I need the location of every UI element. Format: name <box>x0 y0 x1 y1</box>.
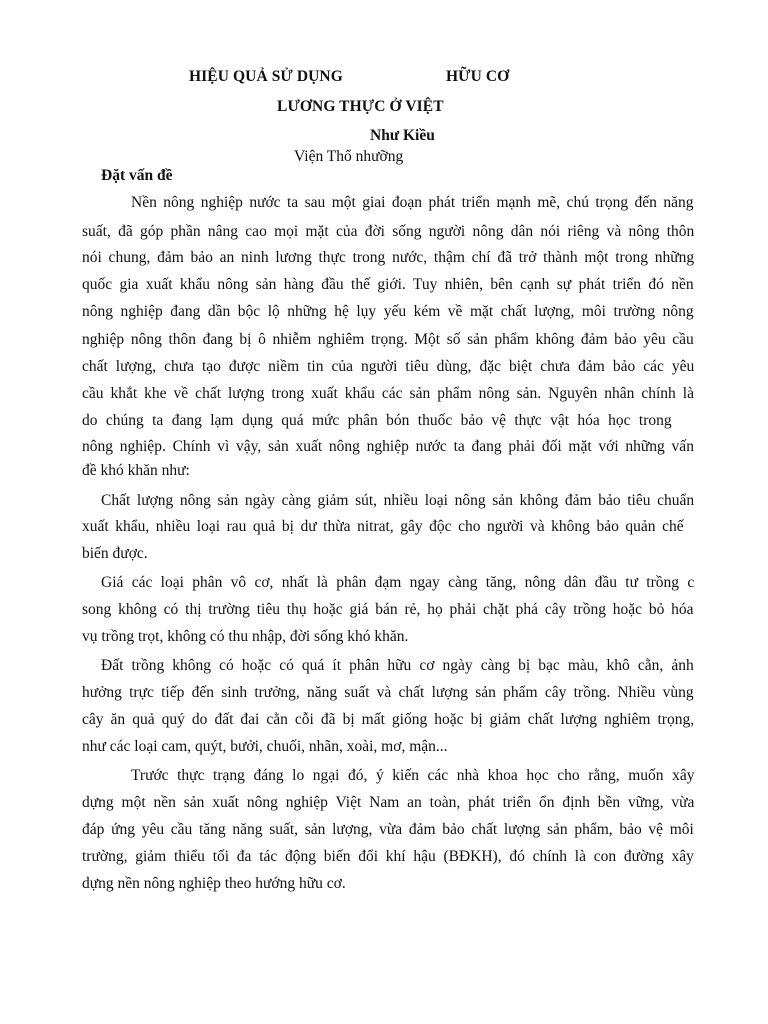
body-line: đề khó khăn như: <box>82 462 190 479</box>
body-line: dựng nền nông nghiệp theo hướng hữu cơ. <box>82 875 346 892</box>
body-line: do chúng ta đang lạm dụng quá mức phân bón thuốc bảo vệ thực vật hóa học trong <box>82 412 672 429</box>
body-line: vụ trồng trọt, không có thu nhập, đời sống khó khăn. <box>82 628 409 645</box>
title-line-2: LƯƠNG THỰC Ở VIỆT <box>277 98 444 115</box>
body-line: nói chung, đảm bảo an ninh lương thực trong nước, thậm chí đã trở thành một trong những <box>82 249 695 266</box>
body-line: xuất khẩu, nhiều loại rau quả bị dư thừa nitrat, gây độc cho người và không bảo quản chế <box>82 518 684 535</box>
body-line: đáp ứng yêu cầu tăng năng suất, sản lượng, vừa đảm bảo chất lượng sản phẩm, bảo vệ môi <box>82 821 694 838</box>
body-line: Trước thực trạng đáng lo ngại đó, ý kiến các nhà khoa học cho rằng, muốn xây <box>131 767 695 784</box>
body-line: dựng một nền sản xuất nông nghiệp Việt Nam an toàn, phát triển ổn định bền vững, vừa <box>82 794 695 811</box>
affiliation: Viện Thổ nhưỡng <box>294 148 404 165</box>
body-line: cây ăn quả quý do đất đai cằn cỗi đã bị mất giống hoặc bị giảm chất lượng nghiêm trọng, <box>82 711 695 728</box>
body-line: biến được. <box>82 545 148 562</box>
body-line: song không có thị trường tiêu thụ hoặc giá bán rẻ, họ phải chặt phá cây trồng hoặc bỏ hóa <box>82 601 694 618</box>
author-name: Như Kiều <box>370 127 435 144</box>
body-line: nông nghiệp đang dần bộc lộ những hệ lụy yếu kém về mặt chất lượng, môi trường nông <box>82 303 694 320</box>
body-line: trường, giảm thiểu tối đa tác động biến đổi khí hậu (BĐKH), đó chính là con đường xây <box>82 848 694 865</box>
body-line: quốc gia xuất khẩu nông sản hàng đầu thế giới. Tuy nhiên, bên cạnh sự phát triển đó nền <box>82 276 694 293</box>
body-line: nghiệp nông thôn đang bị ô nhiễm nghiêm trọng. Một số sản phẩm không đảm bảo yêu cầu <box>82 331 694 348</box>
section-heading: Đặt vấn đề <box>101 167 173 184</box>
body-line: suất, đã góp phần nâng cao mọi mặt của đời sống người nông dân nói riêng và nông thôn <box>82 223 695 240</box>
title-line-1-part-2: HỮU CƠ <box>446 68 510 85</box>
body-line: Chất lượng nông sản ngày càng giảm sút, nhiều loại nông sản không đảm bảo tiêu chuẩn <box>101 492 695 509</box>
body-line: hưởng trực tiếp đến sinh trưởng, năng suất và chất lượng sản phẩm cây trồng. Nhiều vùng <box>82 684 694 701</box>
title-line-1-part-1: HIỆU QUẢ SỬ DỤNG <box>189 68 343 85</box>
body-line: cầu khắt khe về chất lượng trong xuất khẩu các sản phẩm nông sản. Nguyên nhân chính là <box>82 385 694 402</box>
body-line: Đất trồng không có hoặc có quá ít phân hữu cơ ngày càng bị bạc màu, khô cằn, ảnh <box>101 657 694 674</box>
body-line: như các loại cam, quýt, bưởi, chuối, nhãn, xoài, mơ, mận... <box>82 738 448 755</box>
body-line: nông nghiệp. Chính vì vậy, sản xuất nông nghiệp nước ta đang phải đối mặt với những vấn <box>82 438 694 455</box>
body-line: Giá các loại phân vô cơ, nhất là phân đạm ngay càng tăng, nông dân đầu tư trồng c <box>101 574 695 591</box>
body-line: Nền nông nghiệp nước ta sau một giai đoạn phát triển mạnh mẽ, chú trọng đến năng <box>131 194 694 211</box>
body-line: chất lượng, chưa tạo được niềm tin của người tiêu dùng, đặc biệt chưa đảm bảo các yêu <box>82 358 695 375</box>
